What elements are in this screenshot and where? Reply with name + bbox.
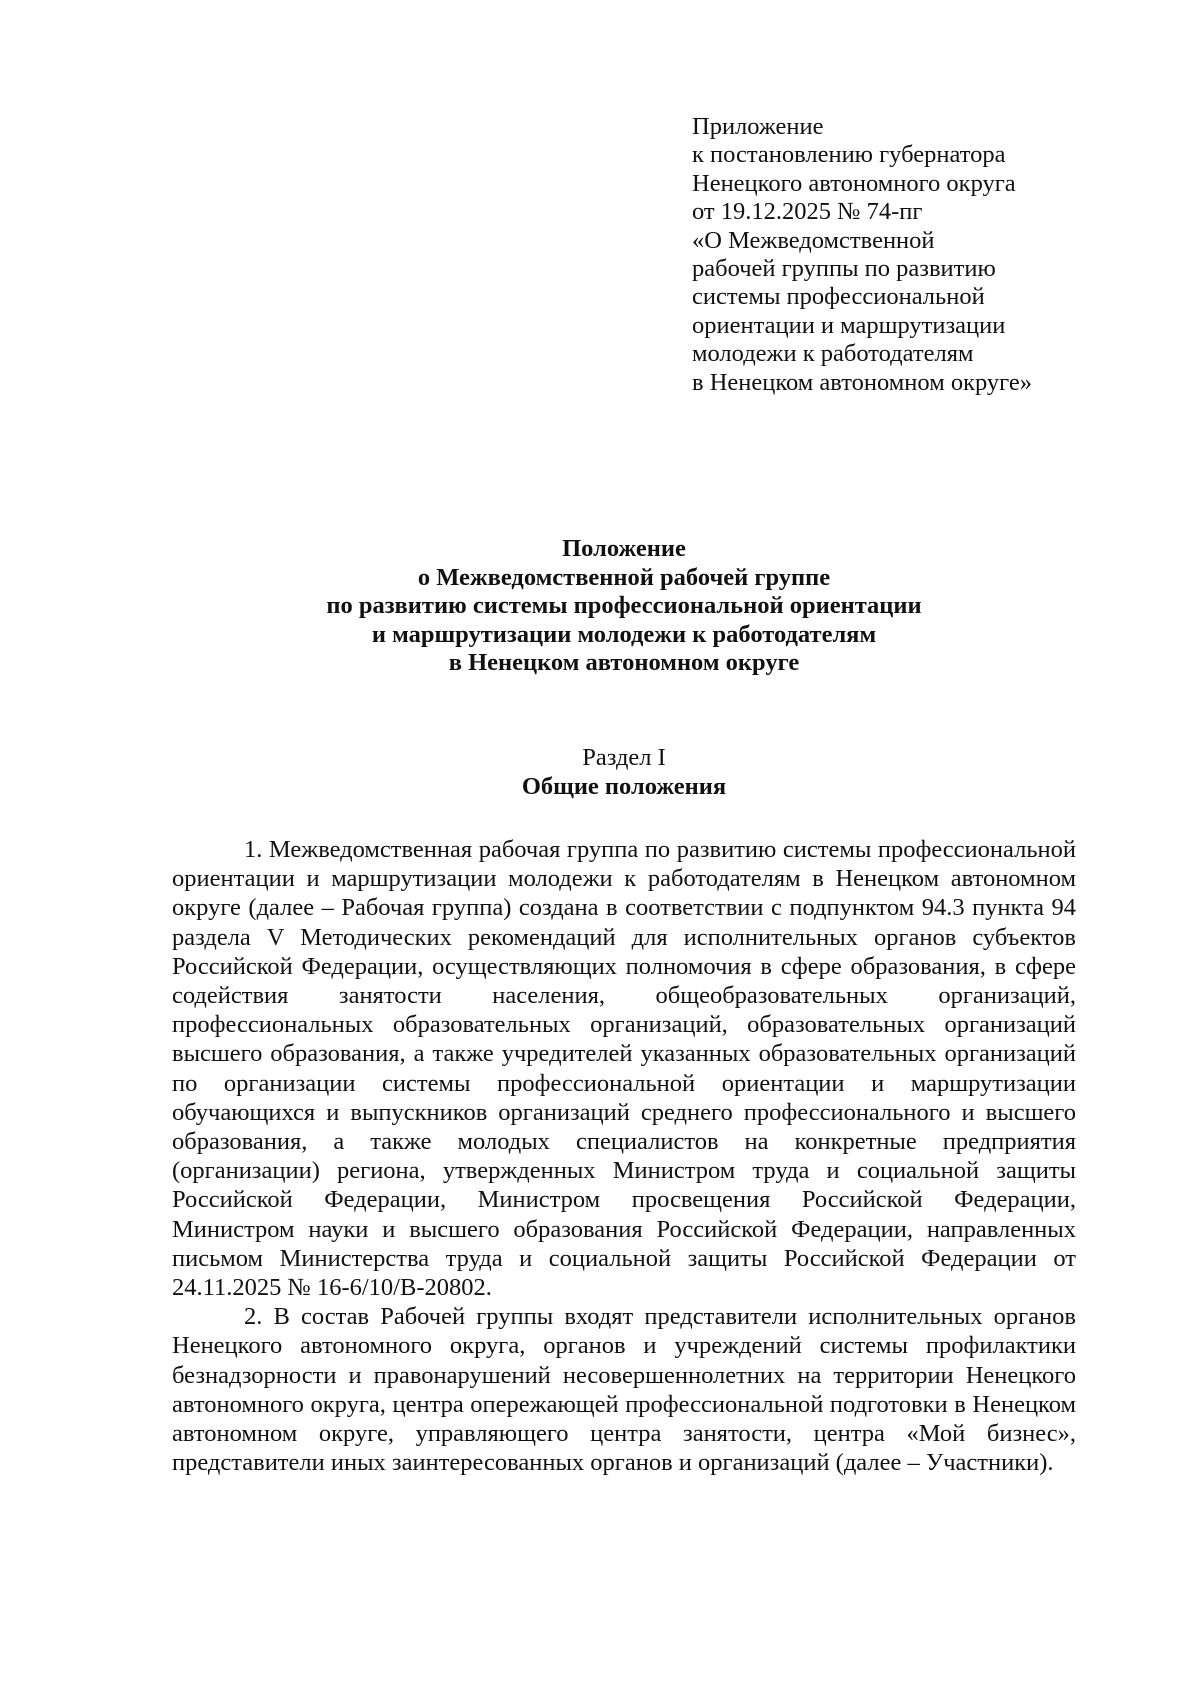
appendix-line: Приложение [692,113,824,140]
appendix-line: системы профессиональной [692,283,985,311]
paragraph-2: 2. В состав Рабочей группы входят представители исполнительных органов Ненецкого автономного округа, органов и учреждений системы профилактики безнадзорности и правонарушений несовершеннолетних на территории Ненецкого автономного округа, центра опережающей профессиональной подготовки в Ненецком автономном округе, управляющего центра занятости, центра «Мой бизнес», представители иных заинтересованных органов и организаций (далее – Участники). [172,1303,1076,1477]
section-label: Раздел I [582,744,666,771]
appendix-line: от 19.12.2025 № 74-пг [692,198,923,226]
appendix-line: «О Межведомственной [692,226,935,254]
title-line: в Ненецком автономном округе [448,649,800,677]
appendix-line: рабочей группы по развитию [692,255,996,283]
appendix-line: в Ненецком автономном округе» [692,368,1032,396]
section-title: Общие положения [521,773,727,800]
title-line: и маршрутизации молодежи к работодателям [371,620,877,648]
title-line: по развитию системы профессиональной ориентации [326,592,922,620]
document-title [172,535,1076,678]
appendix-line: Ненецкого автономного округа [692,169,1016,197]
appendix-line: ориентации и маршрутизации [692,311,1006,339]
title-line: Положение [562,535,686,562]
title-line: о Межведомственной рабочей группе [417,563,831,591]
appendix-line: молодежи к работодателям [692,340,974,368]
appendix-header [692,113,1132,397]
document-body [172,835,1076,1477]
appendix-line: к постановлению губернатора [692,141,1006,169]
paragraph-1: 1. Межведомственная рабочая группа по развитию системы профессиональной ориентации и маршрутизации молодежи к работодателям в Ненецком автономном округе (далее – Рабочая группа) создана в соответствии с подпунктом 94.3 пункта 94 раздела V Методических рекомендаций для исполнительных органов субъектов Российской Федерации, осуществляющих полномочия в сфере образования, в сфере содействия занятости населения, общеобразовательных организаций, профессиональных образовательных организаций, образовательных организаций высшего образования, а также учредителей указанных образовательных организаций по организации системы профессиональной ориентации и маршрутизации обучающихся и выпускников организаций среднего профессионального и высшего образования, а также молодых специалистов на конкретные предприятия (организации) региона, утвержденных Министром труда и социальной защиты Российской Федерации, Министром просвещения Российской Федерации, Министром науки и высшего образования Российской Федерации, направленных письмом Министерства труда и социальной защиты Российской Федерации от 24.11.2025 № 16-6/10/В-20802. [172,836,1076,1302]
